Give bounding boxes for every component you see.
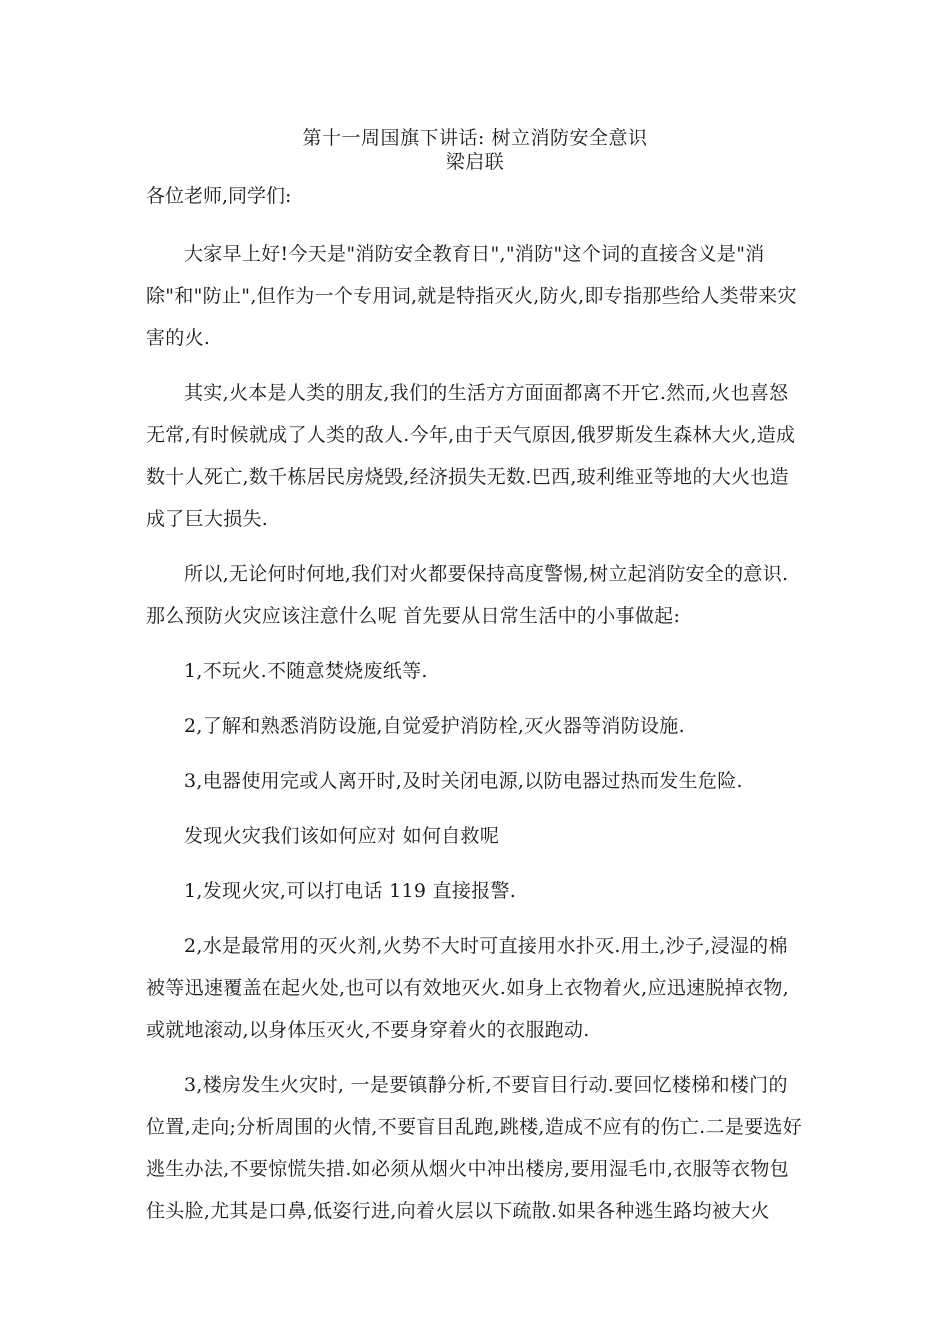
list-item-response-1: 1,发现火灾,可以打电话 119 直接报警.	[184, 880, 517, 902]
paragraph-intro: 大家早上好!今天是"消防安全教育日","消防"这个词的直接含义是"消除"和"防止",但作为一个专用词,就是特指灭火,防火,即专指那些给人类带来灾害的火.	[146, 243, 797, 349]
document-author: 梁启联	[445, 151, 505, 173]
list-item-response-2: 2,水是最常用的灭火剂,火势不大时可直接用水扑灭.用土,沙子,浸湿的棉被等迅速覆盖在起火处,也可以有效地灭火.如身上衣物着火,应迅速脱掉衣物,或就地滚动,以身体压灭火,不要身穿着火的衣服跑动.	[146, 935, 789, 1041]
paragraph-prevention-intro: 所以,无论何时何地,我们对火都要保持高度警惕,树立起消防安全的意识.那么预防火灾应该注意什么呢 首先要从日常生活中的小事做起:	[146, 563, 789, 627]
paragraph-fire-danger: 其实,火本是人类的朋友,我们的生活方方面面都离不开它.然而,火也喜怒无常,有时候就成了人类的敌人.今年,由于天气原因,俄罗斯发生森林大火,造成数十人死亡,数千栋居民房烧毁,经济损失无数.巴西,玻利维亚等地的大火也造成了巨大损失.	[146, 382, 796, 530]
list-item-prevention-2: 2,了解和熟悉消防设施,自觉爱护消防栓,灭火器等消防设施.	[184, 715, 685, 737]
list-item-response-3: 3,楼房发生火灾时, 一是要镇静分析,不要盲目行动.要回忆楼梯和楼门的位置,走向;分析周围的火情,不要盲目乱跑,跳楼,造成不应有的伤亡.二是要选好逃生办法,不要惊慌失措.如必须从烟火中冲出楼房,要用湿毛巾,衣服等衣物包住头脸,尤其是口鼻,低姿行进,向着火层以下疏散.如果各种逃生路均被大火	[146, 1074, 803, 1222]
paragraph-response-intro: 发现火灾我们该如何应对 如何自救呢	[184, 825, 500, 847]
document-title: 第十一周国旗下讲话: 树立消防安全意识	[302, 127, 648, 149]
salutation: 各位老师,同学们:	[146, 185, 292, 207]
document-body	[146, 233, 806, 1245]
list-item-prevention-1: 1,不玩火.不随意焚烧废纸等.	[184, 660, 428, 682]
list-item-prevention-3: 3,电器使用完或人离开时,及时关闭电源,以防电器过热而发生危险.	[184, 770, 743, 792]
